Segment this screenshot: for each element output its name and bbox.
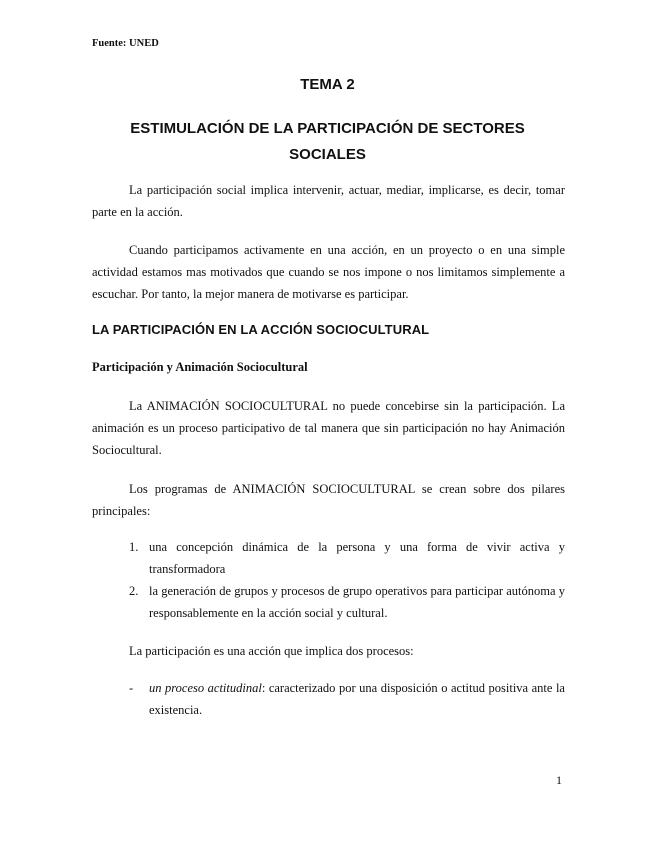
source-label: Fuente: UNED: [92, 38, 159, 49]
list-item-text: una concepción dinámica de la persona y una forma de vivir activa y transformadora: [149, 540, 565, 576]
paragraph-4: Los programas de ANIMACIÓN SOCIOCULTURAL se crean sobre dos pilares principales:: [92, 482, 565, 518]
page-number: 1: [556, 773, 562, 787]
list-item-text: la generación de grupos y procesos de grupo operativos para participar autónoma y responsablemente en la acción social y cultural.: [149, 584, 565, 620]
title-line-2: SOCIALES: [289, 146, 366, 163]
dash-bullet: -: [129, 681, 134, 695]
section-heading: LA PARTICIPACIÓN EN LA ACCIÓN SOCIOCULTURAL: [92, 322, 430, 337]
paragraph-1: La participación social implica intervenir, actuar, mediar, implicarse, es decir, tomar parte en la acción.: [92, 183, 565, 219]
dash-item-text: : caracterizado por una disposición o actitud positiva ante la existencia.: [149, 681, 565, 717]
dash-item-term: un proceso actitudinal: [149, 681, 262, 695]
paragraph-3: La ANIMACIÓN SOCIOCULTURAL no puede concebirse sin la participación. La animación es un proceso participativo de tal manera que sin participación no hay Animación Sociocultural.: [92, 399, 565, 457]
chapter-label: TEMA 2: [300, 76, 355, 93]
list-item-number: 1.: [129, 540, 139, 554]
title-line-1: ESTIMULACIÓN DE LA PARTICIPACIÓN DE SECTORES: [130, 120, 525, 137]
list-item: [92, 580, 565, 624]
numbered-list: [92, 536, 565, 624]
paragraph-2: Cuando participamos activamente en una acción, en un proyecto o en una simple actividad estamos mas motivados que cuando se nos impone o nos limitamos simplemente a escuchar. Por tanto, la mejor manera de motivarse es participar.: [92, 243, 565, 301]
document-title: [92, 116, 563, 168]
subsection-heading: Participación y Animación Sociocultural: [92, 360, 308, 374]
paragraph-5: La participación es una acción que implica dos procesos:: [129, 644, 414, 658]
list-item: [92, 536, 565, 580]
list-item-number: 2.: [129, 584, 139, 598]
dash-list-item: [92, 677, 565, 721]
